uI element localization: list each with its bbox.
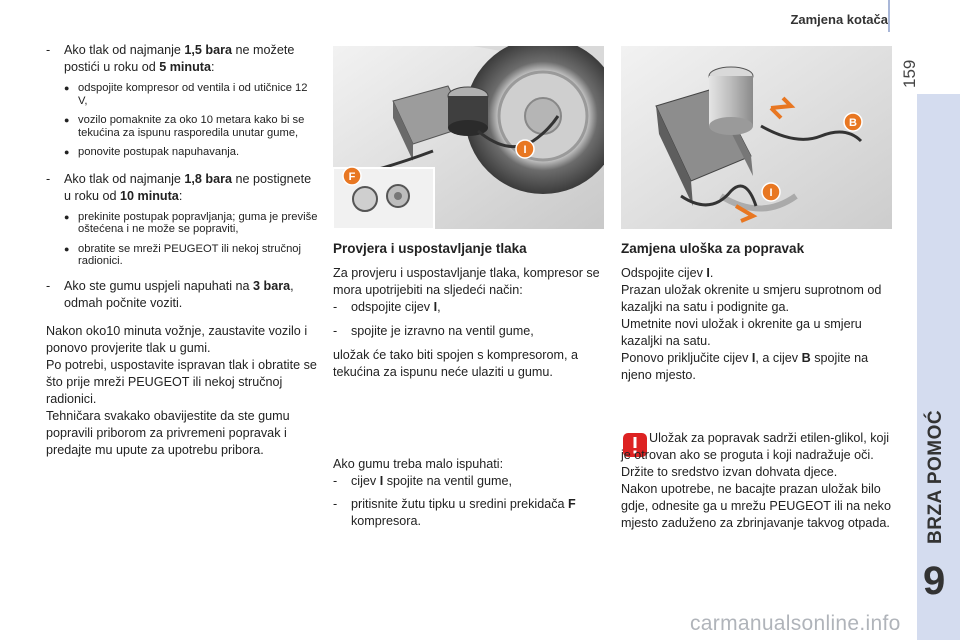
- compressor-tire-illustration: [333, 46, 604, 229]
- header-divider: [888, 0, 890, 32]
- paragraph: Tehničara svakako obavijestite da ste gumu popravili priborom za privremeni popravak i predajte mu upute za upotrebu pribora.: [46, 408, 290, 457]
- column-left: [46, 42, 318, 459]
- bullet-item: ● ponovite postupak napuhavanja.: [64, 146, 318, 159]
- step-item: - spojite je izravno na ventil gume,: [333, 323, 605, 340]
- section-header: Zamjena kotača: [790, 12, 888, 27]
- label-f: F: [348, 171, 356, 183]
- paragraph: Odspojite cijev I.: [621, 266, 714, 280]
- paragraph: Prazan uložak okrenite u smjeru suprotnom od kazaljki na satu i podignite ga.: [621, 283, 882, 314]
- condition-1: - Ako tlak od najmanje 1,5 bara ne možete postići u roku od 5 minuta:: [46, 42, 318, 76]
- step-item: - cijev I spojite na ventil gume,: [333, 473, 605, 490]
- warning-block: [621, 430, 893, 532]
- warning-text: Uložak za popravak sadrži etilen-glikol, koji je otrovan ako se proguta i koji nadražuje oči.: [621, 431, 890, 462]
- paragraph: Držite to sredstvo izvan dohvata djece.: [621, 465, 838, 479]
- page-number: 159: [900, 59, 919, 88]
- bullet-item: ● prekinite postupak popravljanja; guma je previše oštećena i ne može se popraviti,: [64, 211, 318, 236]
- condition-3: - Ako ste gumu uspjeli napuhati na 3 bara, odmah počnite voziti.: [46, 278, 318, 312]
- label-i: I: [523, 144, 527, 156]
- step-item: - odspojite cijev I,: [333, 299, 605, 316]
- illustration-cartridge: [621, 46, 892, 229]
- deflate-block: [333, 456, 605, 530]
- section-title: Zamjena uloška za popravak: [621, 241, 805, 256]
- bullet-item: ● vozilo pomaknite za oko 10 metara kako bi se tekućina za ispunu rasporedila unutar gume,: [64, 114, 318, 139]
- paragraph: Za provjeru i uspostavljanje tlaka, kompresor se mora upotrijebiti na sljedeći način:: [333, 266, 600, 297]
- chapter-title: BRZA POMOĆ: [925, 409, 946, 544]
- column-right: [621, 240, 893, 384]
- watermark: carmanualsonline.info: [690, 612, 901, 635]
- column-middle: [333, 240, 605, 381]
- paragraph: Umetnite novi uložak i okrenite ga u smjeru kazaljki na satu.: [621, 317, 862, 348]
- cartridge-replacement-illustration: [621, 46, 892, 229]
- illustration-compressor-connected: [333, 46, 604, 229]
- label-i: I: [769, 187, 773, 199]
- label-b: B: [849, 117, 857, 129]
- paragraph: uložak će tako biti spojen s kompresorom, a tekućina za ispunu neće ulaziti u gumu.: [333, 348, 578, 379]
- paragraph: Po potrebi, uspostavite ispravan tlak i obratite se što prije mreži PEUGEOT ili nekoj stručnoj radionici.: [46, 357, 317, 406]
- section-title: Provjera i uspostavljanje tlaka: [333, 241, 527, 256]
- bullet-item: ● odspojite kompresor od ventila i od utičnice 12 V,: [64, 82, 318, 107]
- bullet-item: ● obratite se mreži PEUGEOT ili nekoj stručnoj radionici.: [64, 243, 318, 268]
- step-item: - pritisnite žutu tipku u sredini prekidača F kompresora.: [333, 496, 605, 530]
- chapter-sidebar: [917, 94, 960, 640]
- paragraph: Ponovo priključite cijev I, a cijev B spojite na njeno mjesto.: [621, 351, 869, 382]
- paragraph: Ako gumu treba malo ispuhati:: [333, 457, 504, 471]
- condition-2: - Ako tlak od najmanje 1,8 bara ne postignete u roku od 10 minuta:: [46, 171, 318, 205]
- paragraph: Nakon oko10 minuta vožnje, zaustavite vozilo i ponovo provjerite tlak u gumi.: [46, 323, 308, 355]
- chapter-number: 9: [923, 559, 946, 603]
- paragraph: Nakon upotrebe, ne bacajte prazan uložak bilo gdje, odnesite ga u mrežu PEUGEOT ili na neko mjesto zaduženo za zbrinjavanje takvog otpada.: [621, 482, 891, 530]
